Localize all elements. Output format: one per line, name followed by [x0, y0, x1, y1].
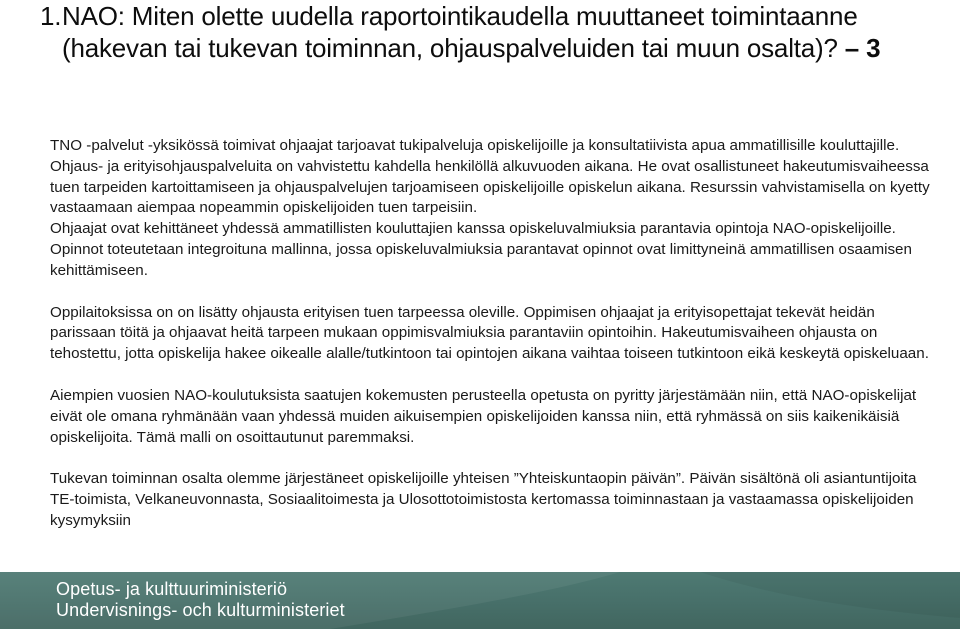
body-content [50, 136, 930, 532]
ministry-name-swedish: Undervisnings- och kulturministeriet [56, 600, 345, 620]
ministry-footer-banner [0, 572, 960, 629]
page-title [40, 0, 942, 64]
paragraph-schools-guidance: Oppilaitoksissa on on lisätty ohjausta erityisen tuen tarpeessa oleville. Oppimisen ohjaajat ja erityisopettajat tekevät heidän parissaan töitä ja ohjaavat heitä tarpeen mukaan oppimisvalmiuksia parantaviin opintoihin. Hakeutumisvaiheen ohjausta on tehostettu, jotta opiskelija hakee oikealle alalle/tutkintoon tai opintojen aikana vaihtaa toiseen tutkintoon eikä keskeytä opiskeluaan. [50, 303, 929, 363]
heading-emphasis: – 3 [837, 33, 881, 63]
heading-number: 1. [40, 1, 62, 31]
paragraph-supporting-activities: Tukevan toiminnan osalta olemme järjestäneet opiskelijoille yhteisen ”Yhteiskuntaopin päivän”. Päivän sisältönä oli asiantuntijoita TE-toimista, Velkaneuvonnasta, Sosiaalitoimesta ja Ulosottotoimistosta kertomassa toiminnastaan ja vastaamassa opiskelijoiden kysymyksiin [50, 470, 917, 529]
paragraph-previous-experience: Aiempien vuosien NAO-koulutuksista saatujen kokemusten perusteella opetusta on pyritty järjestämään niin, että NAO-opiskelijat eivät ole omana ryhmänään vaan yhdessä muiden aikuisempien opiskelijoiden kanssa niin, että ryhmässä on siis kaikenikäisiä opiskelijoita. Tämä malli on osoittautunut paremmaksi. [50, 386, 917, 446]
ministry-name-finnish: Opetus- ja kulttuuriministeriö [56, 579, 288, 599]
paragraph-tno-services: TNO -palvelut -yksikössä toimivat ohjaajat tarjoavat tukipalveluja opiskelijoille ja konsultatiivista apua ammatillisille kouluttajille. Ohjaus- ja erityisohjauspalveluita on vahvistettu kahdella henkilöllä alkuvuoden aikana. He ovat osallistuneet hakeutumisvaiheessa tuen tarpeiden kartoittamiseen ja ohjauspalvelujen tarjoamiseen opiskelijoille opiskelun aikana. Resurssin vahvistamisella on kyetty vastaamaan aiempaa nopeammin opiskelijoiden tuen tarpeisiin. [50, 137, 930, 217]
paragraph-instructors-developed: Ohjaajat ovat kehittäneet yhdessä ammatillisten kouluttajien kanssa opiskeluvalmiuksia parantavia opintoja NAO-opiskelijoille. Opinnot toteutetaan integroituna mallinna, jossa opiskeluvalmiuksia parantavat opinnot ovat limittyneinä ammatillisen osaamisen kehittämiseen. [50, 220, 912, 279]
ministry-logo-text [56, 579, 345, 621]
heading-text: NAO: Miten olette uudella raportointikaudella muuttaneet toimintaanne (hakevan tai tukevan toiminnan, ohjauspalveluiden tai muun osalta)? [62, 1, 858, 63]
